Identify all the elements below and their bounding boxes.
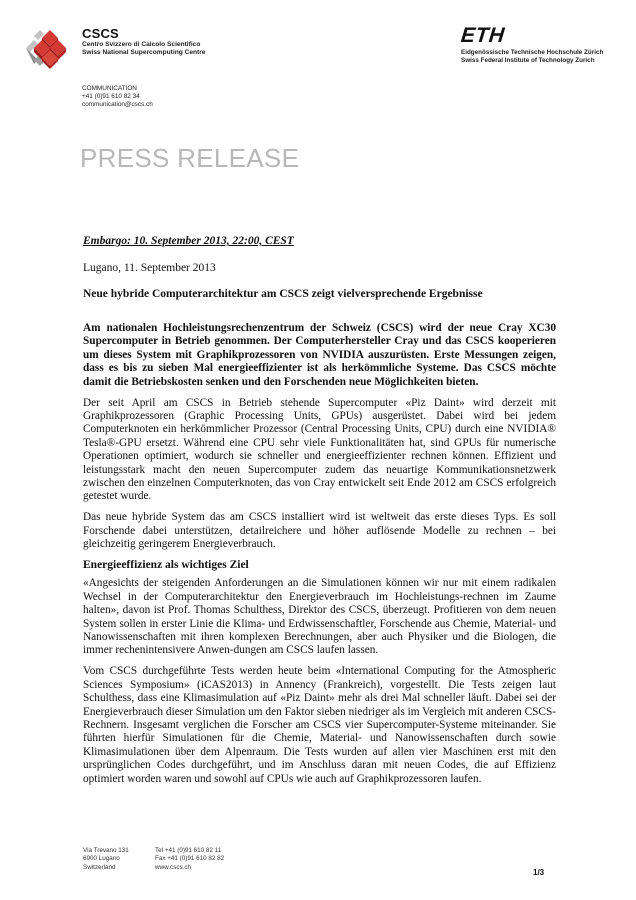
footer-website[interactable]: www.cscs.ch [155,863,192,871]
lead-paragraph: Am nationalen Hochleistungsrechenzentrum der Schweiz (CSCS) wird der neue Cray XC30 Supercomputer in Betrieb genommen. Der Computerhersteller Cray und das CSCS kooperieren um dieses System mit Graphikprozessoren von NVIDIA auszurüsten. Erste Messungen zeigen, dass es bis zu sieben Mal energieeffizienter ist als herkömmliche Systeme. Das CSCS möchte damit die Betriebskosten senken und den Forschenden neue Möglichkeiten bieten. [83,322,556,388]
article-body [83,322,556,794]
body-paragraph: Das neue hybride System das am CSCS installiert wird ist weltweit das erste dieses Typs. Es soll Forschende dabei unterstützen, detailreichere und höher auflösende Modelle zu rechnen – bei gleichzeitig geringerem Energieverbrauch. [83,511,556,551]
cscs-logo-icon [22,26,78,70]
cscs-name: CSCS [82,26,119,41]
eth-logo: ETH [459,24,506,47]
cscs-subtitle-en: Swiss National Supercomputing Centre [82,49,206,56]
embargo-line: Embargo: 10. September 2013, 22:00, CEST [83,235,294,247]
body-paragraph: «Angesichts der steigenden Anforderungen an die Simulationen können wir nur mit einem radikalen Wechsel in der Computerarchitektur den Energieverbrauch im Hochleistungs-rechnen im Zaume halten», davon ist Prof. Thomas Schulthess, Direktor des CSCS, überzeugt. Profitieren von dem neuen System sollen in erster Linie die Klima- und Erdwissenschaftler, Forschende aus Chemie, Material- und Nanowissenschaften mit ihren komplexen Berechnungen, aber auch Physiker und die Biologen, die immer rechenintensivere Anwen-dungen am CSCS laufen lassen. [83,577,556,657]
place-date: Lugano, 11. September 2013 [83,262,216,274]
eth-identity [461,26,603,65]
footer-country: Switzerland [83,863,116,871]
contact-phone: +41 (0)91 610 82 34 [82,93,140,101]
eth-subtitle-en: Swiss Federal Institute of Technology Zurich [461,57,595,64]
footer-city: 6900 Lugano [83,855,120,863]
cscs-subtitle-it: Centro Svizzero di Calcolo Scientifico [82,41,201,48]
footer-fax: Fax +41 (0)91 610 82 82 [155,855,225,863]
contact-email[interactable]: communication@cscs.ch [82,101,153,109]
footer-address [83,847,129,872]
page-number: 1/3 [533,868,545,877]
contact-department: COMMUNICATION [82,85,137,92]
body-paragraph: Der seit April am CSCS in Betrieb stehende Supercomputer «Piz Daint» wird derzeit mit Graphikprozessoren (Graphic Processing Units, GPUs) ausgerüstet. Dabei wird bei jedem Computerknoten ein herkömmlicher Prozessor (Central Processing Units, CPU) durch eine NVIDIA® Tesla®-GPU ersetzt. Während eine CPU sehr viele Funktionalitäten hat, sind GPUs für numerische Operationen optimiert, wodurch sie schneller und energieeffizienter rechnen können. Effizient und leistungsstark macht den neuen Supercomputer zudem das neuartige Kommunikationsnetzwerk zwischen den einzelnen Computerknoten, das von Cray entwickelt seit Ende 2012 am CSCS erfolgreich getestet wurde. [83,396,556,503]
section-heading: Energieeffizienz als wichtiges Ziel [83,559,249,572]
headline: Neue hybride Computerarchitektur am CSCS zeigt vielversprechende Ergebnisse [83,288,483,300]
cscs-identity [82,27,205,57]
body-paragraph: Vom CSCS durchgeführte Tests werden heute beim «International Computing for the Atmospheric Sciences Symposium» (iCAS2013) in Annency (Frankreich), vorgestellt. Die Tests zeigen laut Schulthess, dass eine Klimasimulation auf «Piz Daint» mehr als drei Mal schneller läuft. Dabei sei der Energieverbrauch dieser Simulation um den Faktor sieben niedriger als im Vergleich mit anderen CSCS-Rechnern. Insgesamt verglichen die Forscher am CSCS vier Supercomputer-Systeme miteinander. Sie führten hierfür Simulationen für die Chemie, Material- und Nanowissenschaften durch sowie Klimasimulationen über dem Alpenraum. Die Tests wurden auf allen vier Maschinen erst mit den ursprünglichen Codes durchgeführt, und im Anschluss daran mit neuen Codes, die auf Effizienz optimiert worden waren und sowohl auf CPUs wie auch auf Graphikprozessoren laufen. [83,665,556,785]
footer-contact [155,847,224,872]
eth-subtitle-de: Eidgenössische Technische Hochschule Zürich [461,49,604,56]
page-title: PRESS RELEASE [80,143,300,173]
footer-tel: Tel +41 (0)91 610 82 11 [155,847,222,854]
footer-street: Via Trevano 131 [83,847,129,854]
communication-contact [82,85,153,110]
